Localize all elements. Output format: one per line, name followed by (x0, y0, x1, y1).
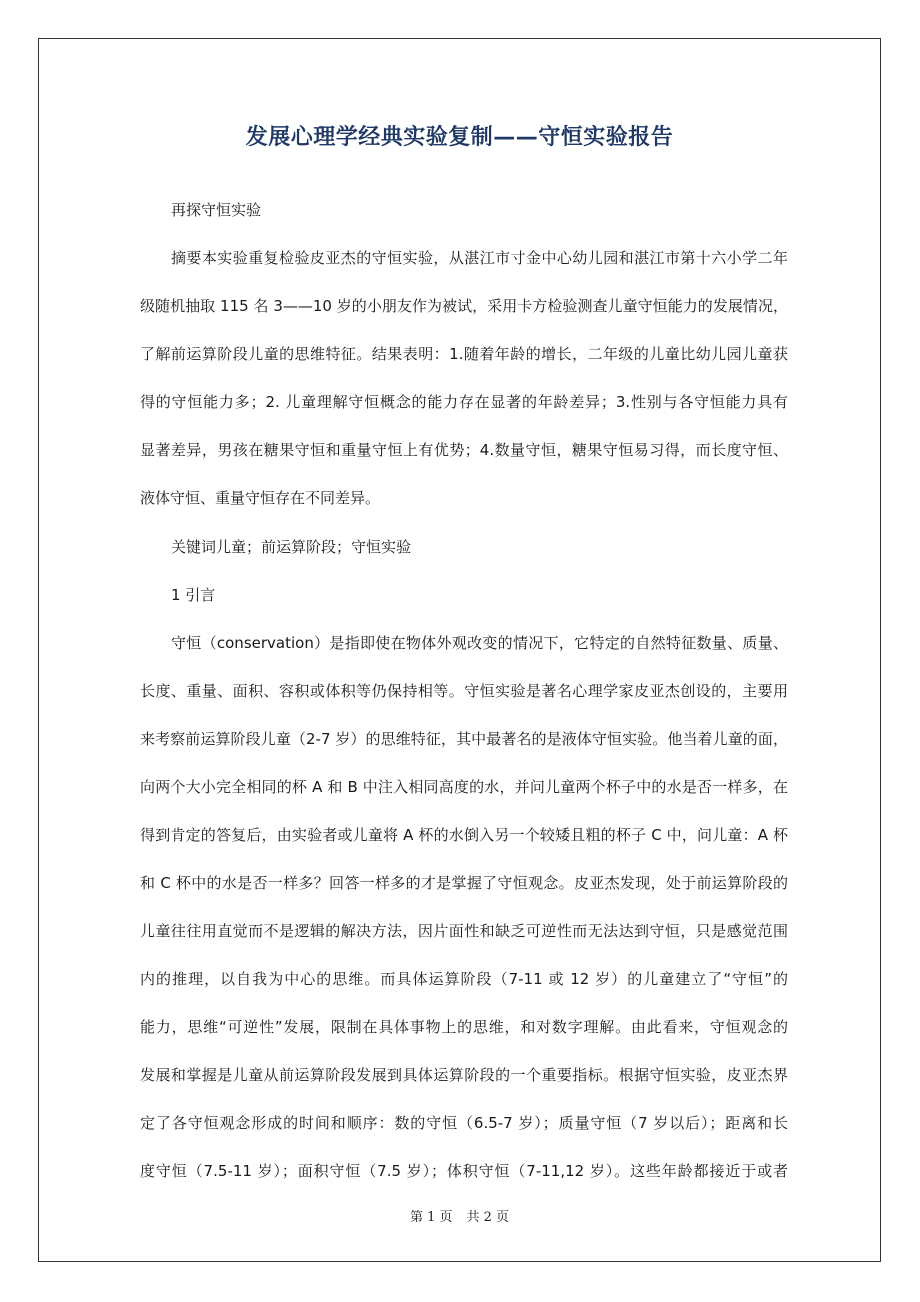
abstract-line: 摘要本实验重复检验皮亚杰的守恒实验，从湛江市寸金中心幼儿园和湛江市第十六小学二年 (171, 249, 788, 267)
keywords: 关键词儿童；前运算阶段；守恒实验 (171, 538, 412, 556)
page-number: 第 1 页 (409, 1210, 453, 1225)
intro-line: 定了各守恒观念形成的时间和顺序：数的守恒（6.5-7 岁）；质量守恒（7 岁以后）；距离和长 (140, 1114, 788, 1132)
intro-line: 来考察前运算阶段儿童（2-7 岁）的思维特征，其中最著名的是液体守恒实验。他当着儿童的面， (140, 730, 788, 748)
section-heading: 1 引言 (171, 586, 216, 604)
intro-line: 向两个大小完全相同的杯 A 和 B 中注入相同高度的水，并问儿童两个杯子中的水是否一样多，在 (140, 778, 788, 796)
intro-line: 能力，思维“可逆性”发展，限制在具体事物上的思维，和对数字理解。由此看来，守恒观念的 (140, 1018, 788, 1036)
abstract-line: 了解前运算阶段儿童的思维特征。结果表明：1.随着年龄的增长，二年级的儿童比幼儿园儿童获 (140, 345, 788, 363)
intro-line: 长度、重量、面积、容积或体积等仍保持相等。守恒实验是著名心理学家皮亚杰创设的，主要用 (140, 682, 788, 700)
intro-line: 度守恒（7.5-11 岁）；面积守恒（7.5 岁）；体积守恒（7-11,12 岁）。这些年龄都接近于或者 (140, 1162, 788, 1180)
abstract-line: 液体守恒、重量守恒存在不同差异。 (140, 489, 381, 507)
abstract-line: 得的守恒能力多；2. 儿童理解守恒概念的能力存在显著的年龄差异；3.性别与各守恒能力具有 (140, 393, 788, 411)
subtitle: 再探守恒实验 (171, 201, 262, 219)
intro-line: 内的推理，以自我为中心的思维。而具体运算阶段（7-11 或 12 岁）的儿童建立了“守恒”的 (140, 970, 788, 988)
intro-line: 儿童往往用直觉而不是逻辑的解决方法，因片面性和缺乏可逆性而无法达到守恒，只是感觉范围 (140, 922, 788, 940)
page-total: 共 2 页 (466, 1210, 510, 1225)
abstract-line: 显著差异，男孩在糖果守恒和重量守恒上有优势；4.数量守恒，糖果守恒易习得，而长度守恒、 (140, 441, 788, 459)
intro-line: 和 C 杯中的水是否一样多？回答一样多的才是掌握了守恒观念。皮亚杰发现，处于前运算阶段的 (140, 874, 788, 892)
intro-line: 守恒（conservation）是指即使在物体外观改变的情况下，它特定的自然特征数量、质量、 (171, 634, 788, 652)
document-title: 发展心理学经典实验复制——守恒实验报告 (245, 125, 674, 150)
intro-line: 发展和掌握是儿童从前运算阶段发展到具体运算阶段的一个重要指标。根据守恒实验，皮亚杰界 (140, 1066, 788, 1084)
page-footer (38, 1206, 881, 1225)
abstract-line: 级随机抽取 115 名 3——10 岁的小朋友作为被试，采用卡方检验测查儿童守恒能力的发展情况， (140, 297, 788, 315)
intro-line: 得到肯定的答复后，由实验者或儿童将 A 杯的水倒入另一个较矮且粗的杯子 C 中，问儿童：A 杯 (140, 826, 788, 844)
